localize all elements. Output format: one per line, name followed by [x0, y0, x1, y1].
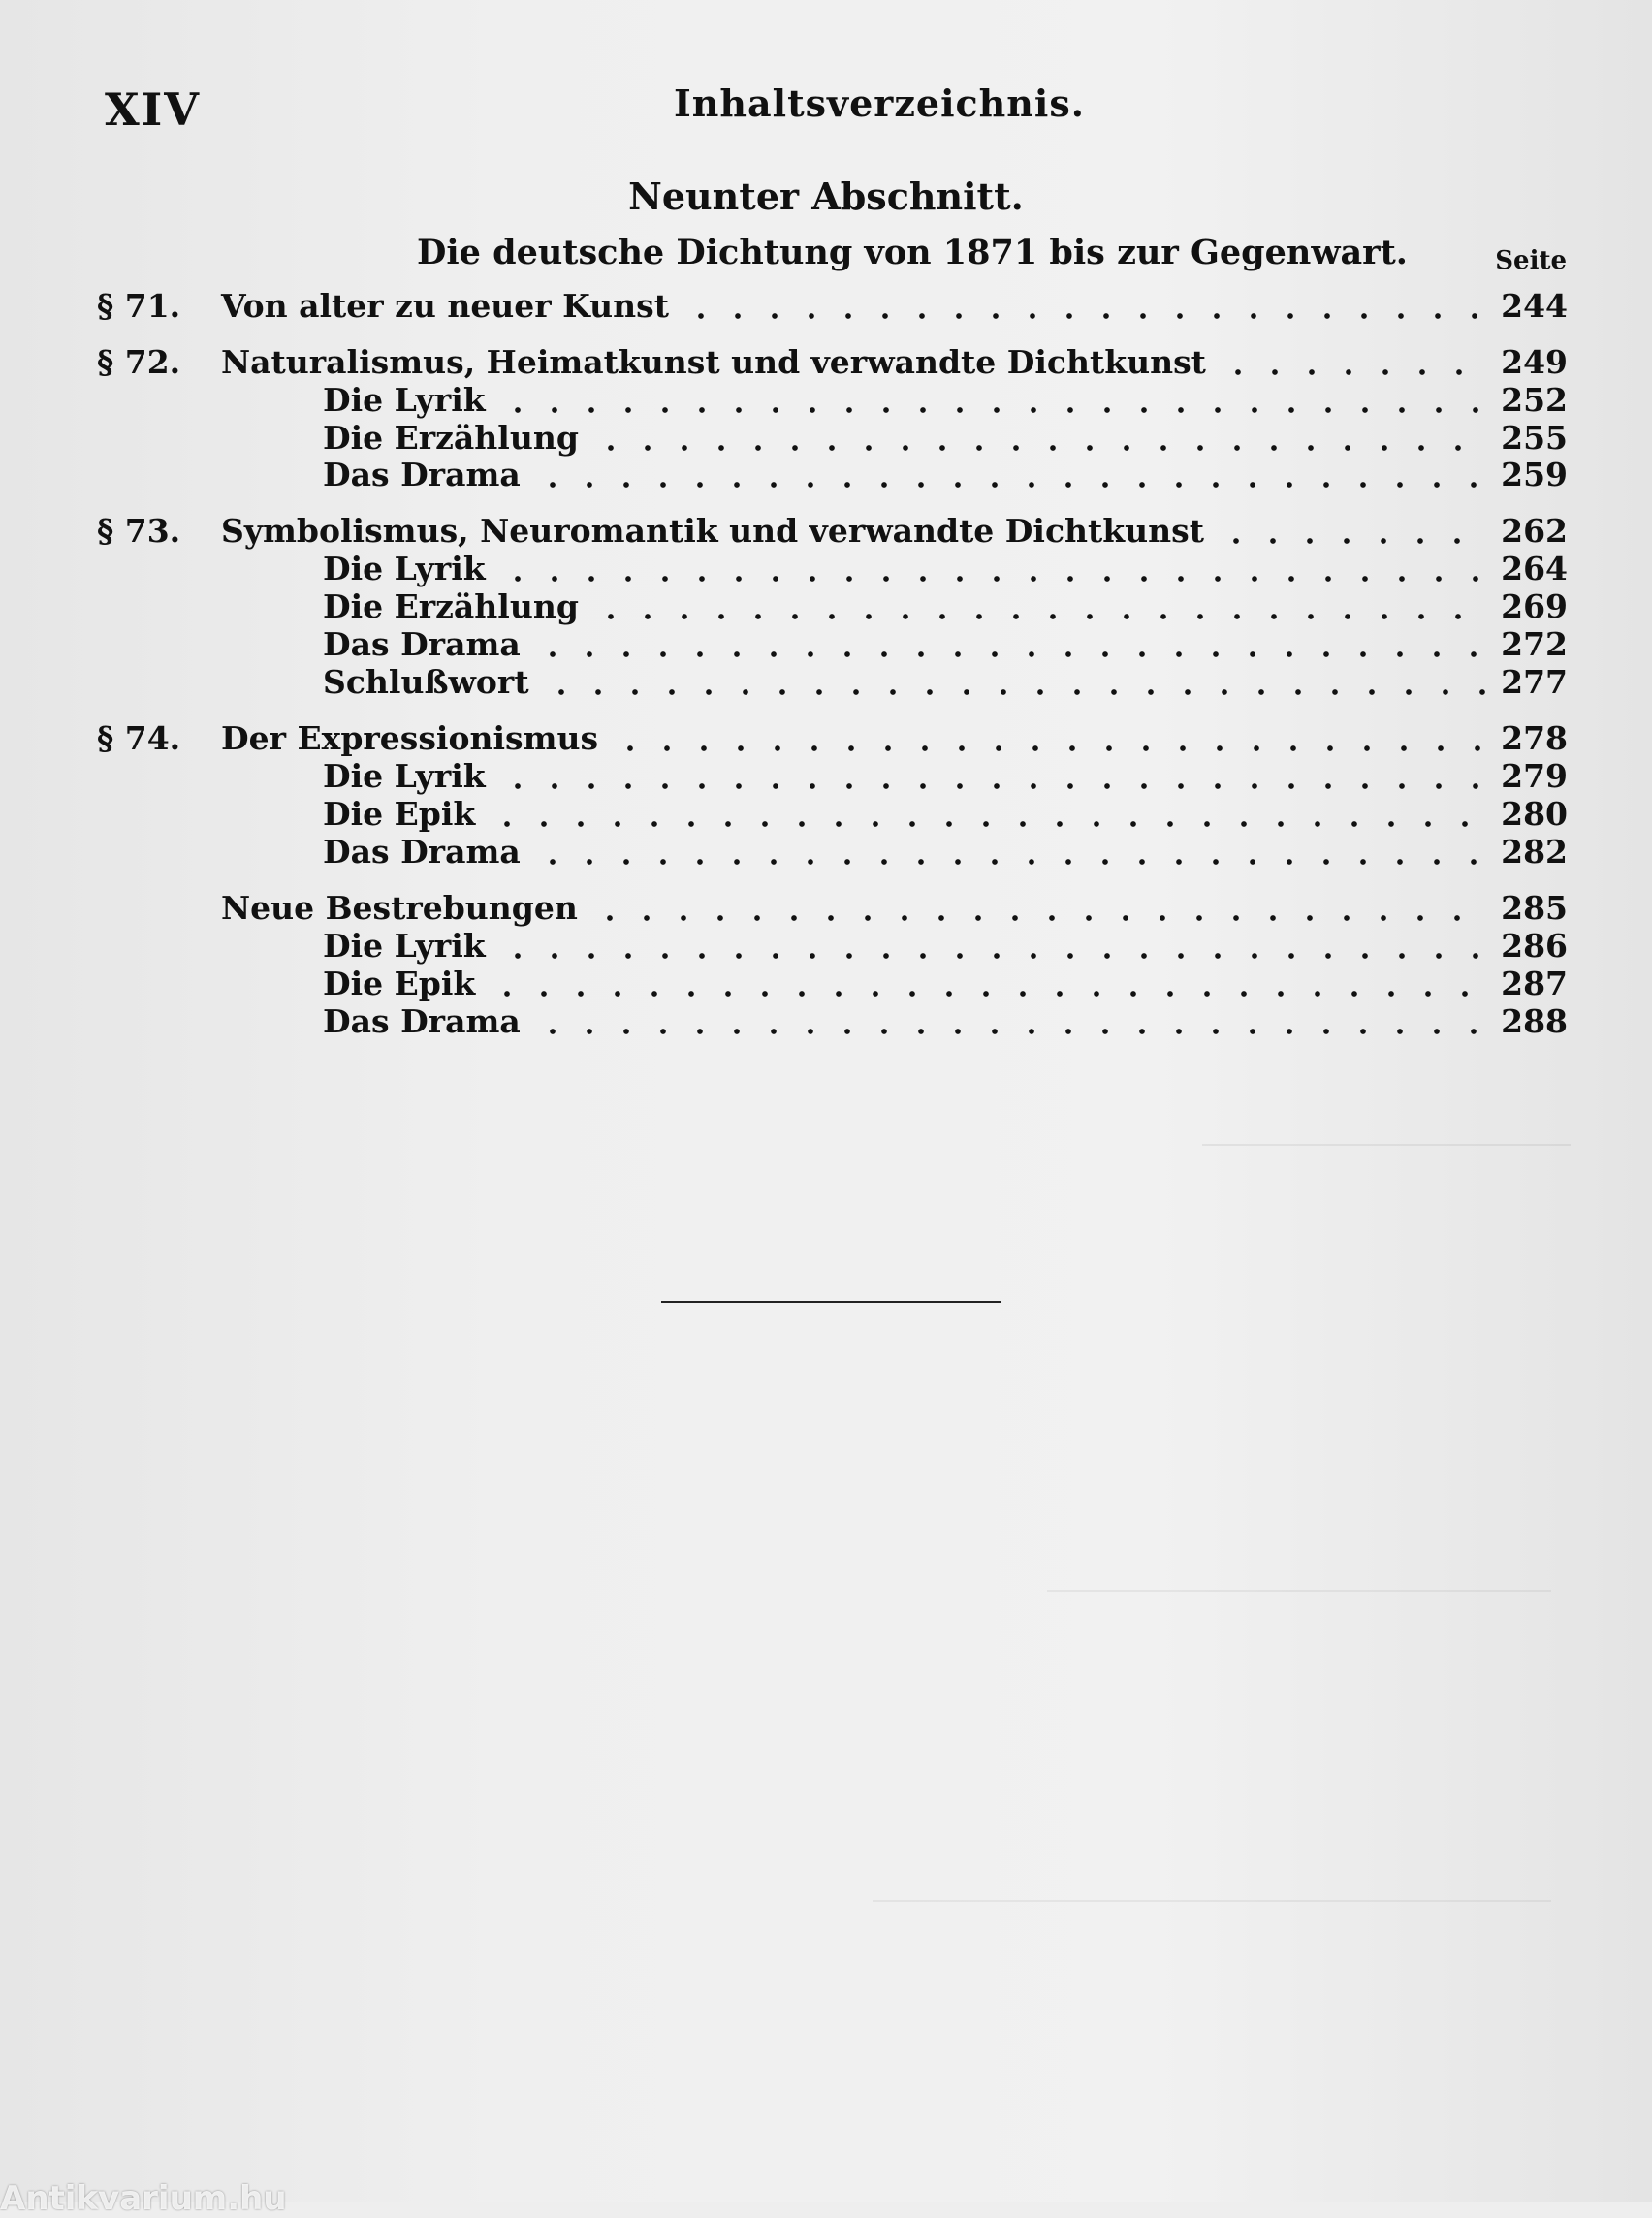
toc-entry-page: 278 — [1501, 719, 1568, 757]
toc-leader-dots — [489, 820, 1490, 828]
toc-entry — [97, 287, 1568, 326]
toc-leader-dots — [683, 312, 1490, 320]
running-header: Inhaltsverzeichnis. — [674, 81, 1085, 125]
toc-entry-title: Das Drama — [323, 833, 521, 871]
toc-entry-number: § 73. — [97, 512, 181, 550]
toc-entry-title: Schlußwort — [323, 663, 529, 701]
toc-entry-page: 262 — [1501, 512, 1568, 550]
toc-entry-title: Die Lyrik — [323, 927, 486, 965]
toc-leader-dots — [591, 914, 1490, 922]
toc-entry-page: 287 — [1501, 965, 1568, 1002]
toc-entry-page: 280 — [1501, 795, 1568, 833]
toc-entry-number: § 74. — [97, 719, 181, 757]
toc-leader-dots — [1218, 537, 1490, 545]
toc-entry-page: 269 — [1501, 587, 1568, 625]
toc-entry — [97, 456, 1568, 494]
toc-leader-dots — [499, 575, 1490, 583]
toc-entry — [97, 419, 1568, 458]
toc-entry-title: Von alter zu neuer Kunst — [221, 287, 669, 325]
toc-entry-title: Das Drama — [323, 456, 521, 493]
toc-leader-dots — [499, 782, 1490, 790]
toc-leader-dots — [534, 650, 1490, 658]
toc-entry-page: 285 — [1501, 889, 1568, 927]
toc-entry — [97, 587, 1568, 626]
toc-entry-title: Der Expressionismus — [221, 719, 599, 757]
toc-entry-page: 282 — [1501, 833, 1568, 871]
toc-entry — [97, 1002, 1568, 1041]
toc-entry — [97, 889, 1568, 928]
toc-entry — [97, 381, 1568, 420]
toc-leader-dots — [592, 613, 1490, 620]
toc-leader-dots — [489, 990, 1490, 998]
toc-entry-title: Naturalismus, Heimatkunst und verwandte Dichtkunst — [221, 343, 1206, 381]
toc-entry — [97, 719, 1568, 758]
toc-entry-number: § 72. — [97, 343, 181, 381]
toc-entry — [97, 550, 1568, 588]
section-end-rule — [661, 1301, 1001, 1303]
toc-entry-page: 264 — [1501, 550, 1568, 587]
toc-leader-dots — [534, 1028, 1490, 1035]
toc-entry — [97, 757, 1568, 796]
toc-leader-dots — [534, 858, 1490, 866]
toc-entry-page: 244 — [1501, 287, 1568, 325]
toc-entry — [97, 833, 1568, 871]
toc-entry-title: Die Erzählung — [323, 587, 579, 625]
toc-entry — [97, 795, 1568, 834]
toc-entry-page: 288 — [1501, 1002, 1568, 1040]
toc-leader-dots — [499, 952, 1490, 960]
toc-leader-dots — [543, 688, 1490, 696]
toc-entry-title: Die Erzählung — [323, 419, 579, 457]
page-column-label: Seite — [1495, 246, 1567, 275]
toc-entry-page: 252 — [1501, 381, 1568, 419]
toc-entry-title: Neue Bestrebungen — [221, 889, 578, 927]
toc-entry-title: Die Epik — [323, 965, 476, 1002]
toc-leader-dots — [1220, 368, 1490, 376]
toc-entry-page: 249 — [1501, 343, 1568, 381]
toc-entry — [97, 965, 1568, 1003]
toc-entry — [97, 663, 1568, 702]
toc-entry-page: 272 — [1501, 625, 1568, 663]
toc-entry — [97, 927, 1568, 966]
toc-leader-dots — [592, 444, 1490, 452]
toc-entry-title: Das Drama — [323, 1002, 521, 1040]
watermark-text: Antikvarium.hu — [0, 2179, 287, 2218]
page-number: XIV — [105, 83, 201, 136]
toc-entry-page: 255 — [1501, 419, 1568, 457]
section-subtitle: Die deutsche Dichtung von 1871 bis zur Gegenwart. — [417, 233, 1408, 272]
toc-leader-dots — [499, 406, 1490, 414]
toc-entry-title: Die Lyrik — [323, 550, 486, 587]
toc-entry-number: § 71. — [97, 287, 181, 325]
toc-leader-dots — [534, 481, 1490, 489]
toc-entry-title: Die Lyrik — [323, 381, 486, 419]
toc-entry — [97, 512, 1568, 551]
toc-leader-dots — [612, 745, 1490, 752]
section-title: Neunter Abschnitt. — [628, 174, 1024, 218]
toc-entry-page: 259 — [1501, 456, 1568, 493]
toc-entry-title: Symbolismus, Neuromantik und verwandte Dichtkunst — [221, 512, 1204, 550]
toc-entry — [97, 343, 1568, 382]
toc-entry-page: 277 — [1501, 663, 1568, 701]
toc-entry-title: Die Lyrik — [323, 757, 486, 795]
toc-entry-title: Das Drama — [323, 625, 521, 663]
toc-entry-page: 286 — [1501, 927, 1568, 965]
toc-entry-page: 279 — [1501, 757, 1568, 795]
toc-entry — [97, 625, 1568, 664]
toc-entry-title: Die Epik — [323, 795, 476, 833]
